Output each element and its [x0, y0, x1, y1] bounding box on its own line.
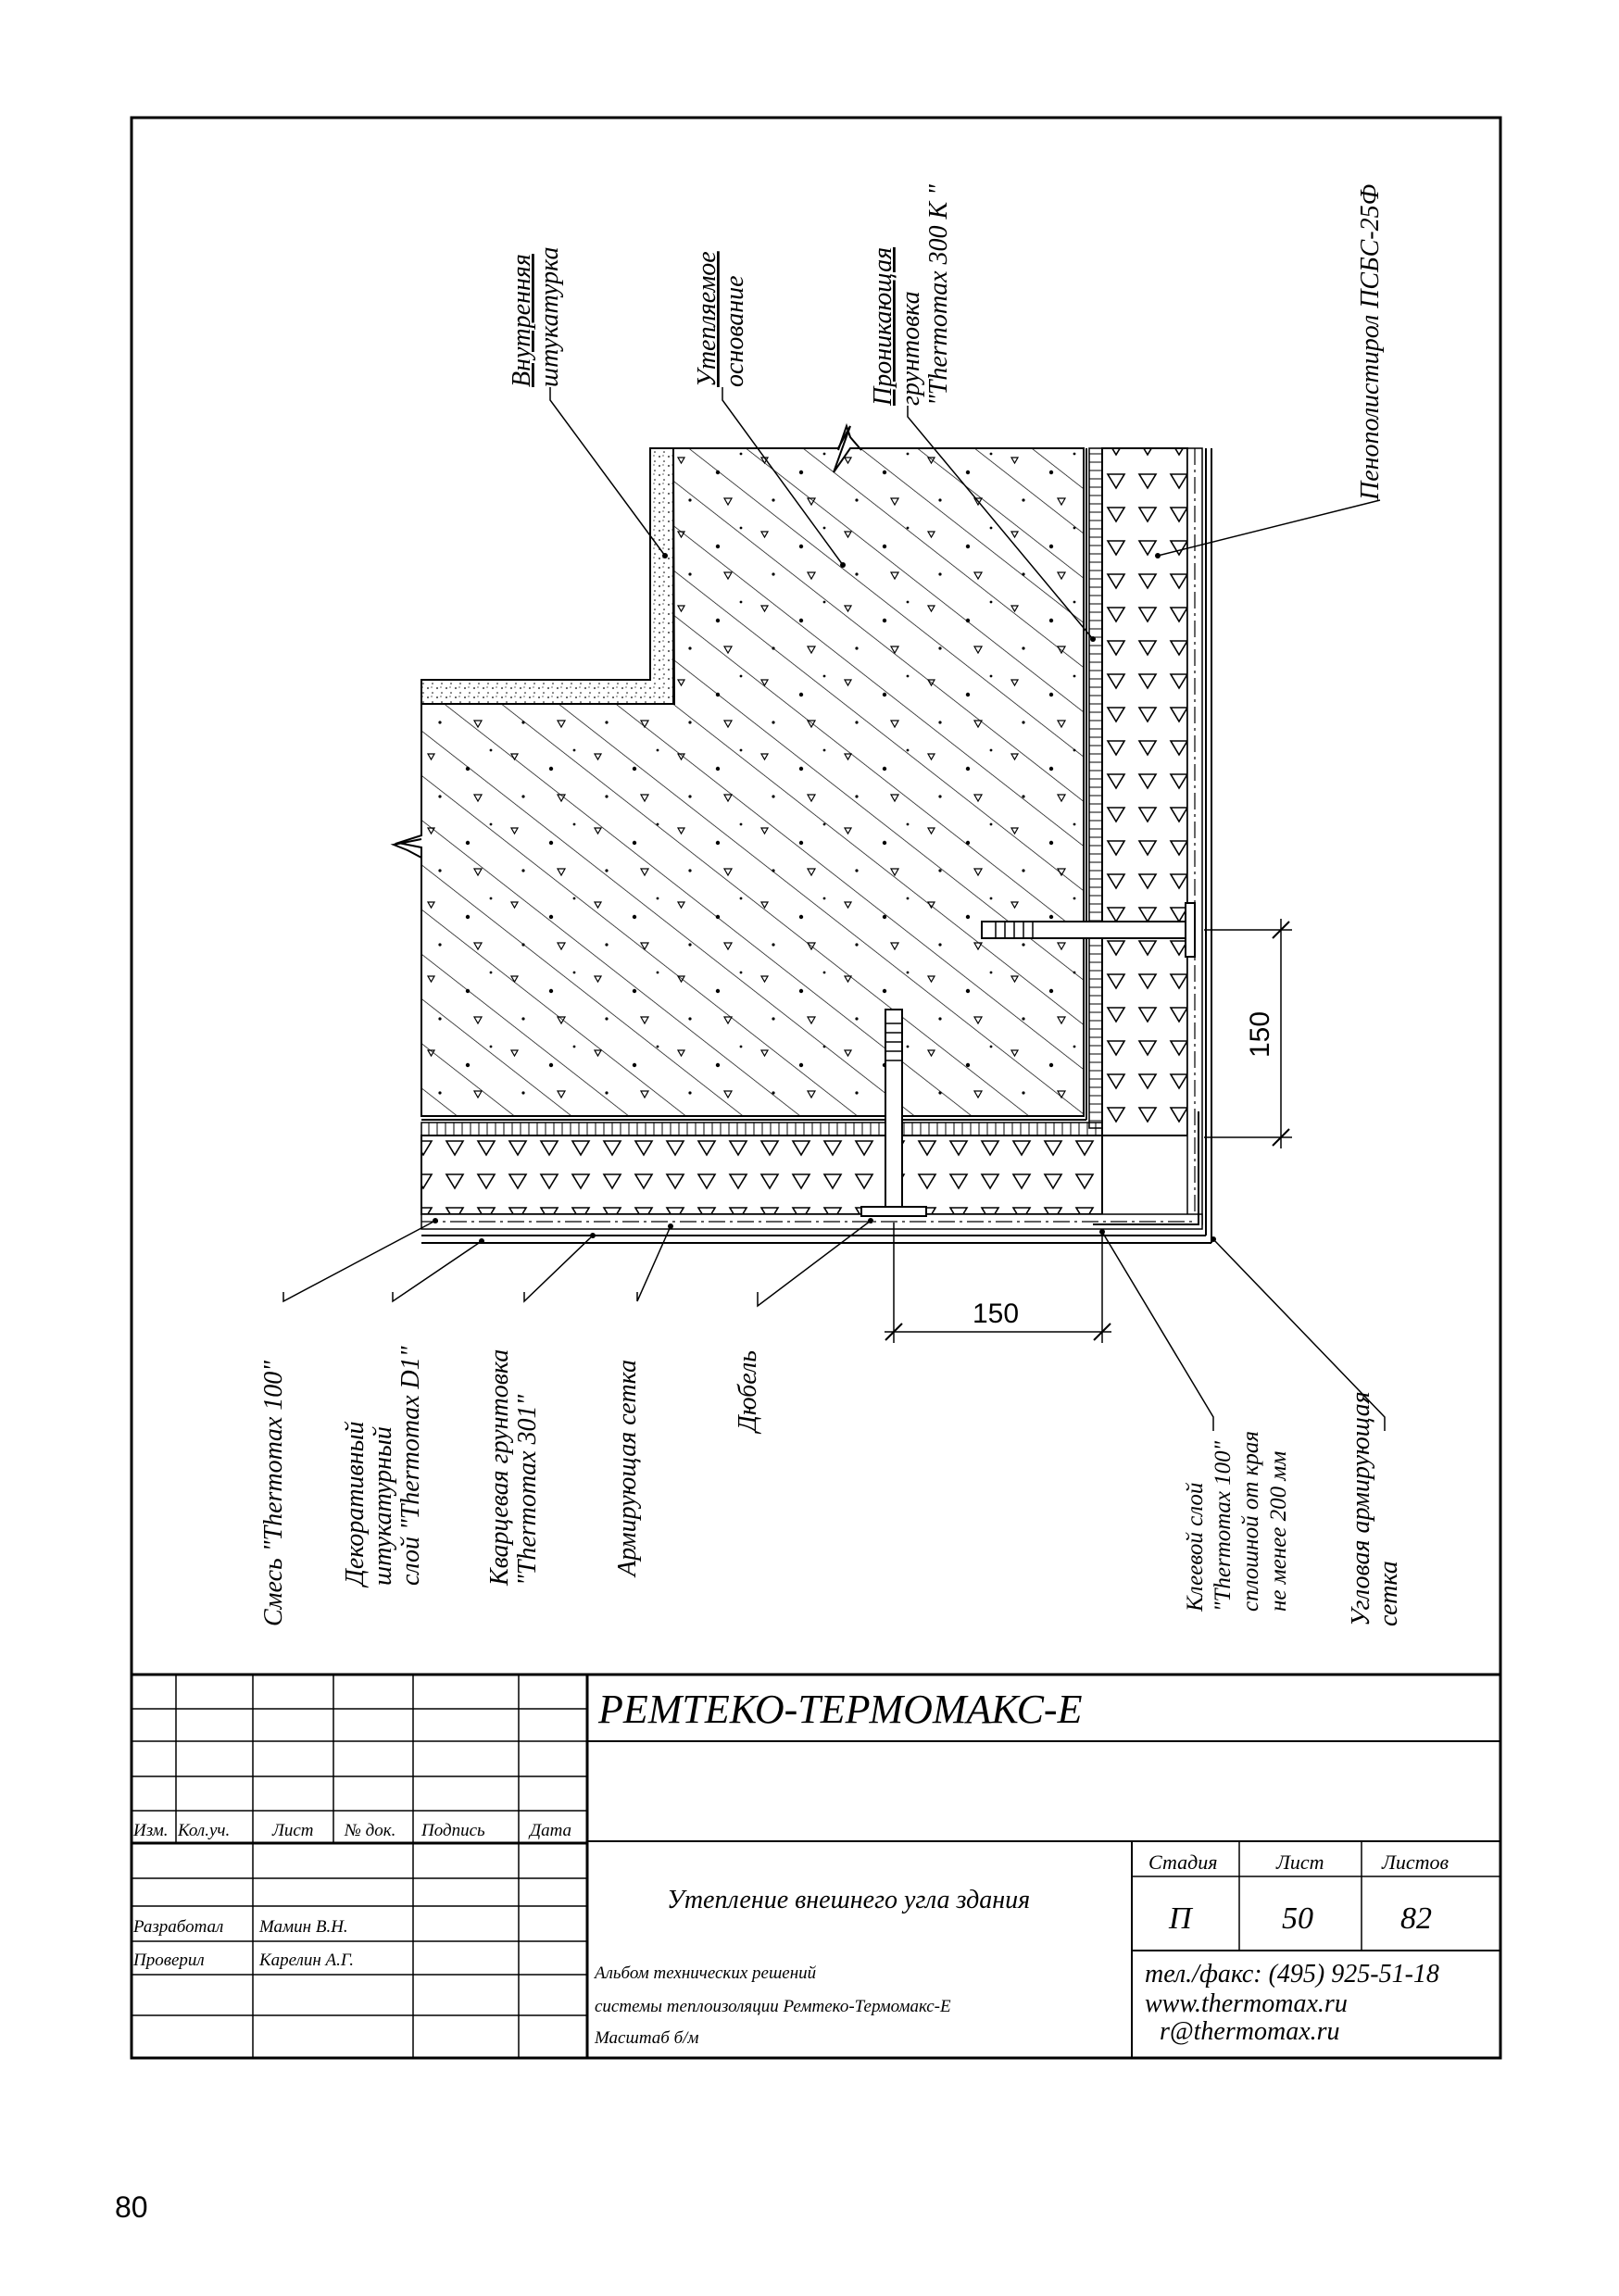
svg-text:Клеевой слой"Thermomax 100"спл [1183, 1431, 1291, 1612]
svg-text:Смесь "Thermomax 100" [259, 1361, 288, 1626]
svg-text:Дюбель [734, 1350, 762, 1435]
checked-label: Проверил [133, 1951, 205, 1970]
header-list: Лист [272, 1821, 314, 1840]
phone: тел./факс: (495) 925-51-18 [1145, 1960, 1439, 1989]
label-corner-mesh-line2: сетка [1374, 1561, 1403, 1626]
label-deco-line3: слой "Thermomax D1" [396, 1346, 425, 1586]
label-mesh-line1: Армирующая сетка [613, 1360, 642, 1576]
developed-name: Мамин В.Н. [259, 1917, 348, 1937]
checked-name: Карелин А.Г. [259, 1951, 355, 1970]
header-izm: Изм. [133, 1821, 169, 1840]
album-line2: системы теплоизоляции Ремтеко-Термомакс-Е [595, 1997, 951, 2016]
label-decorative-plaster [341, 1346, 425, 1588]
svg-text:Угловая армирующаясетка [1347, 1391, 1403, 1626]
email: r@thermomax.ru [1160, 2017, 1340, 2046]
scale: Масштаб б/м [595, 2028, 699, 2048]
label-corner-mesh [1347, 1391, 1403, 1626]
header-doc-no: № док. [345, 1821, 396, 1840]
svg-text:Утепляемоеоснование [693, 251, 749, 387]
label-eps-line1: Пенополистирол ПСБС-25Ф [1356, 183, 1385, 500]
label-quartz-primer [485, 1349, 542, 1587]
stage-value: П [1169, 1901, 1192, 1936]
label-glue-line4: не менее 200 мм [1266, 1450, 1291, 1612]
label-inner-plaster-line2: штукатурка [535, 246, 564, 387]
label-mix-line1: Смесь "Thermomax 100" [259, 1360, 288, 1626]
svg-text:Пенополистирол ПСБС-25Ф [1356, 184, 1385, 501]
svg-text:Армирующая сетка [613, 1360, 642, 1578]
svg-text:Проникающаягрунтовка"Thermomax [869, 184, 953, 407]
album-line1: Альбом технических решений [595, 1964, 817, 1983]
company-name: РЕМТЕКО-ТЕРМОМАКС-Е [598, 1687, 1083, 1732]
label-penetrating-primer [869, 184, 953, 407]
header-kol-uch: Кол.уч. [178, 1821, 231, 1840]
label-quartz-line1: Кварцевая грунтовка [485, 1349, 514, 1586]
label-quartz-line2: "Thermomax 301" [513, 1394, 542, 1586]
label-mesh [613, 1360, 642, 1578]
label-dowel [734, 1350, 762, 1435]
label-glue-line2: "Thermomax 100" [1211, 1440, 1236, 1612]
label-glue-line1: Клеевой слой [1183, 1482, 1208, 1612]
header-date: Дата [530, 1821, 572, 1840]
label-primer-line3: "Thermomax 300 К " [924, 184, 953, 406]
label-corner-mesh-line1: Угловая армирующая [1347, 1391, 1375, 1626]
label-eps [1356, 184, 1385, 501]
dimension-vertical-label: 150 [1245, 1010, 1275, 1058]
label-base-line1: Утепляемое [693, 251, 722, 387]
sheets-value: 82 [1400, 1901, 1432, 1936]
stage-label: Стадия [1148, 1851, 1218, 1874]
sheets-label: Листов [1382, 1851, 1450, 1874]
label-inner-plaster [508, 247, 564, 387]
sheet-value: 50 [1282, 1901, 1313, 1936]
header-signature: Подпись [421, 1821, 485, 1840]
page-number: 80 [115, 2190, 148, 2224]
drawing-title: Утепление внешнего угла здания [667, 1886, 1031, 1914]
inner-plaster-layer [421, 448, 673, 704]
label-base-line2: основание [721, 275, 749, 387]
label-inner-plaster-line1: Внутренняя [508, 254, 536, 387]
svg-text:Кварцевая грунтовка"Thermomax [485, 1349, 542, 1587]
svg-text:Внутренняяштукатурка [508, 247, 564, 387]
label-deco-line1: Декоративный [341, 1421, 370, 1586]
sheet-label: Лист [1276, 1851, 1324, 1874]
label-mix [259, 1361, 288, 1626]
label-base [693, 251, 749, 387]
developed-label: Разработал [133, 1917, 224, 1937]
label-dowel-line1: Дюбель [734, 1350, 762, 1432]
website: www.thermomax.ru [1145, 1989, 1348, 2018]
svg-text:Декоративныйштукатурныйслой "T [341, 1346, 425, 1588]
label-primer-line1: Проникающая [869, 246, 897, 406]
dimension-horizontal-label: 150 [973, 1299, 1020, 1329]
label-deco-line2: штукатурный [369, 1426, 397, 1586]
label-glue-line3: сплошной от края [1238, 1431, 1263, 1612]
label-glue-layer [1183, 1431, 1291, 1612]
eps-board-bottom [421, 1135, 1102, 1214]
label-primer-line2: грунтовка [897, 291, 925, 406]
